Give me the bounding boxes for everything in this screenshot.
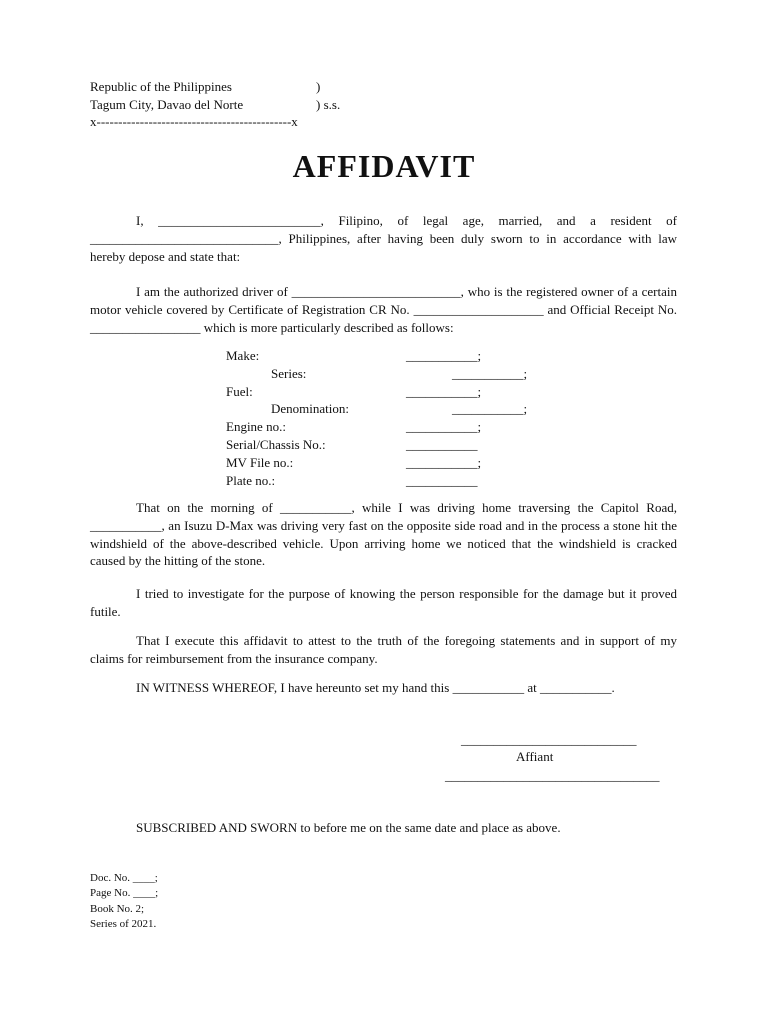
- book-number: Book No. 2;: [90, 902, 145, 915]
- incident-paragraph: That on the morning of ___________, while I was driving home traversing the Capitol Road, ___________, an Isuzu D-Max was driving very fast on the opposite side road and in the process a stone hit the windshield of the above-described vehicle. Upon arriving home we noticed that the windshield is cracked caused by the hitting of the stone.: [90, 500, 681, 569]
- vehicle-field-make: [226, 347, 482, 365]
- witness-paragraph: IN WITNESS WHEREOF, I have hereunto set my hand this ___________ at ___________.: [136, 680, 615, 695]
- venue-row: [90, 78, 340, 96]
- venue-row: [90, 96, 340, 114]
- affiant-id-line: _________________________________: [445, 768, 660, 783]
- venue-city: Tagum City, Davao del Norte: [90, 96, 244, 112]
- field-label: Engine no.:: [226, 419, 286, 435]
- field-blank: ___________;: [406, 454, 482, 470]
- vehicle-field-denomination: [226, 400, 528, 418]
- field-label: Fuel:: [226, 383, 253, 399]
- vehicle-field-engine: [226, 418, 482, 436]
- venue-bracket: ): [316, 79, 321, 94]
- intro-paragraph: I, _________________________, Filipino, of legal age, married, and a resident of _____________________________, Philippines, after having been duly sworn to in accordance with law hereby depose and state that:: [90, 213, 681, 264]
- field-blank: ___________: [406, 472, 478, 488]
- purpose-paragraph: That I execute this affidavit to attest to the truth of the foregoing statements and in support of my claims for reimbursement from the insurance company.: [90, 633, 681, 666]
- venue-country: Republic of the Philippines: [90, 79, 232, 94]
- venue-rule: x---------------------------------------------x: [90, 114, 298, 129]
- vehicle-field-chassis: [226, 436, 478, 454]
- jurat-paragraph: SUBSCRIBED AND SWORN to before me on the same date and place as above.: [136, 820, 561, 835]
- doc-number: Doc. No. ____;: [90, 872, 158, 884]
- page-number: Page No. ____;: [90, 887, 159, 900]
- field-blank: ___________;: [406, 348, 482, 363]
- field-label: Series:: [271, 365, 307, 381]
- affiant-label: Affiant: [516, 749, 554, 764]
- investigation-paragraph: I tried to investigate for the purpose of knowing the person responsible for the damage but it proved futile.: [90, 586, 681, 619]
- affiant-signature-line: ___________________________: [461, 732, 637, 747]
- venue-ss: ) s.s.: [316, 96, 341, 112]
- series-year: Series of 2021.: [90, 917, 157, 930]
- field-blank: ___________;: [452, 365, 528, 381]
- field-blank: ___________;: [406, 383, 482, 399]
- driver-statement-paragraph: I am the authorized driver of __________________________, who is the registered owner of a certain motor vehicle covered by Certificate of Registration CR No. ____________________ and Official Receipt No. _________________ which is more particularly described as follows:: [90, 284, 681, 335]
- vehicle-field-fuel: [226, 383, 482, 401]
- vehicle-field-series: [226, 365, 528, 383]
- vehicle-field-mv-file: [226, 454, 482, 472]
- field-label: Denomination:: [271, 401, 349, 417]
- field-label: Serial/Chassis No.:: [226, 436, 326, 452]
- field-label: Make:: [226, 348, 260, 363]
- field-blank: ___________: [406, 436, 478, 452]
- document-title: AFFIDAVIT: [292, 148, 476, 184]
- field-blank: ___________;: [406, 419, 482, 435]
- vehicle-description: [226, 347, 528, 489]
- field-label: Plate no.:: [226, 472, 276, 488]
- venue-block: [90, 78, 340, 131]
- vehicle-field-plate: [226, 472, 478, 490]
- notarial-block: [90, 871, 158, 932]
- field-label: MV File no.:: [226, 454, 294, 470]
- field-blank: ___________;: [452, 401, 528, 417]
